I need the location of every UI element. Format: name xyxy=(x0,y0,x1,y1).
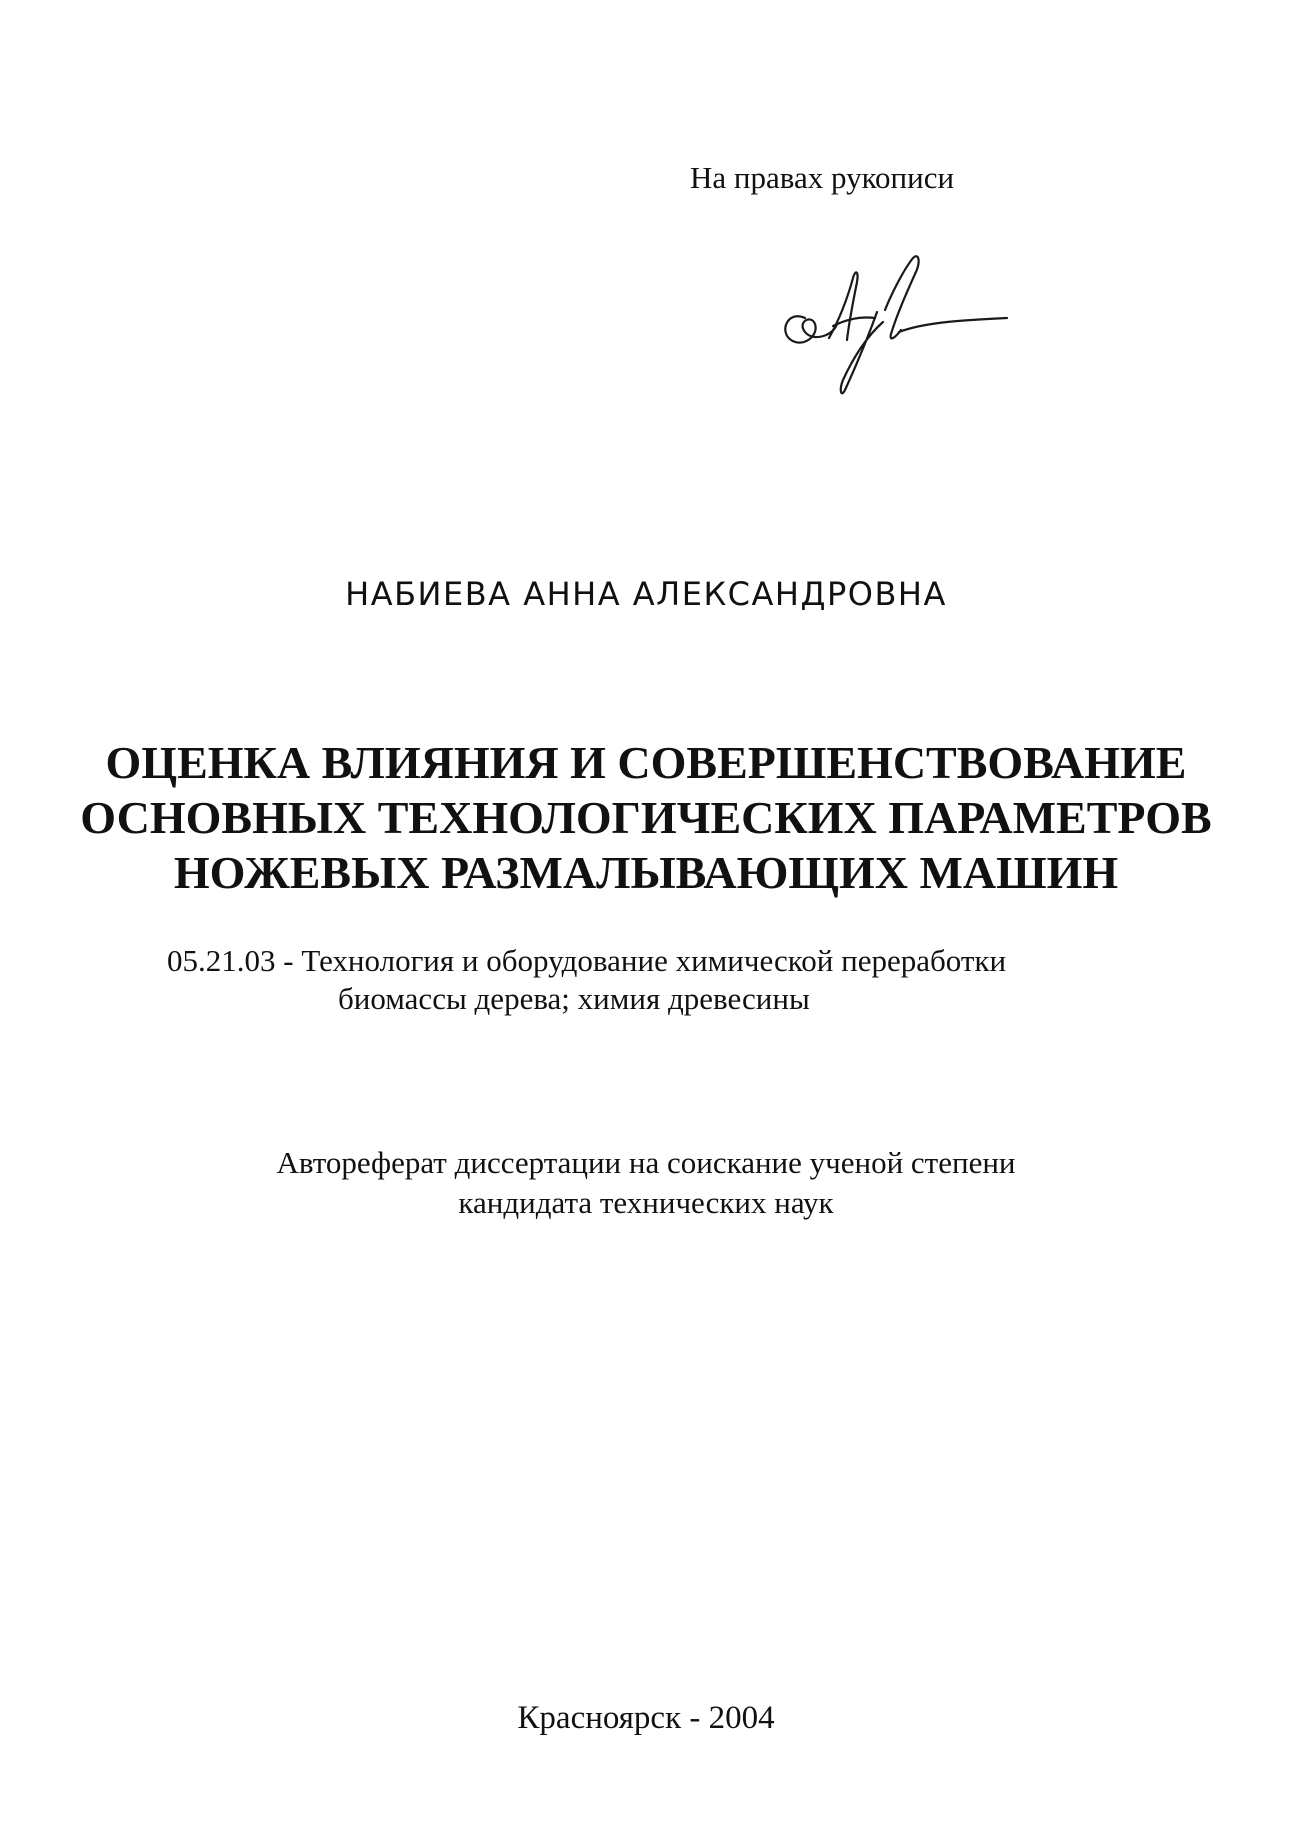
title-line: НОЖЕВЫХ РАЗМАЛЫВАЮЩИХ МАШИН xyxy=(173,847,1119,898)
abstract-description xyxy=(0,1143,1292,1223)
dissertation-title xyxy=(0,735,1292,900)
abstract-line-2: кандидата технических наук xyxy=(458,1185,834,1220)
signature-icon xyxy=(775,240,1035,410)
specialty-line-1: 05.21.03 - Технология и оборудование химической переработки xyxy=(167,943,1007,978)
manuscript-rights-note: На правах рукописи xyxy=(690,160,955,195)
title-line: ОСНОВНЫХ ТЕХНОЛОГИЧЕСКИХ ПАРАМЕТРОВ xyxy=(80,792,1212,843)
specialty-line-2: биомассы дерева; химия древесины xyxy=(338,981,810,1016)
city-year: Красноярск - 2004 xyxy=(517,1700,775,1736)
abstract-line-1: Автореферат диссертации на соискание ученой степени xyxy=(276,1145,1016,1180)
author-name: НАБИЕВА АННА АЛЕКСАНДРОВНА xyxy=(345,575,947,613)
title-line: ОЦЕНКА ВЛИЯНИЯ И СОВЕРШЕНСТВОВАНИЕ xyxy=(105,737,1187,788)
